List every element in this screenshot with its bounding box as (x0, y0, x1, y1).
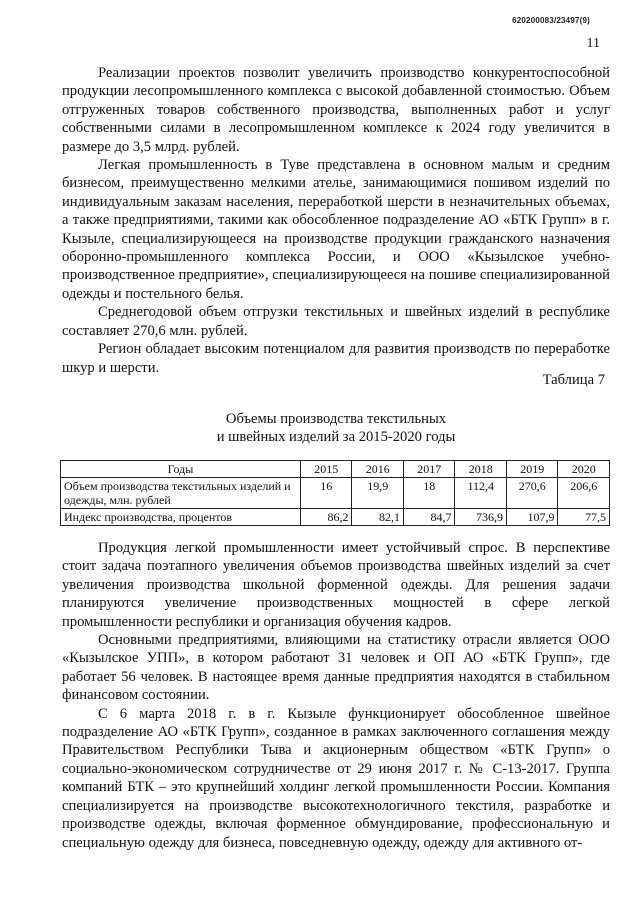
table-cell: 206,6 (558, 478, 610, 509)
table-cell: 19,9 (352, 478, 404, 509)
header-cell-year: 2016 (352, 461, 404, 478)
page-number: 11 (586, 36, 600, 51)
table-title (62, 410, 610, 447)
paragraph: Основными предприятиями, влияющими на статистику отрасли является ООО «Кызылское УПП», в котором работают 31 человек и ОП АО «БТК Групп», где работает 56 человек. В настоящее время данные предприятия находятся в стабильном финансовом состоянии. (62, 632, 610, 704)
header-cell-year: 2017 (403, 461, 455, 478)
header-cell-year: 2018 (455, 461, 507, 478)
table-title-line: и швейных изделий за 2015-2020 годы (216, 429, 456, 446)
table-cell: 270,6 (506, 478, 558, 509)
paragraph: Реализации проектов позволит увеличить производство конкурентоспособной продукции лесопромышленного комплекса с высокой добавленной стоимостью. Объем отгруженных товаров собственного производства, выполненных работ и услуг собственными силами в лесопромышленном комплексе к 2024 году увеличится в размере до 3,5 млрд. рублей. (62, 65, 610, 155)
table-row (61, 478, 610, 509)
text-block-before-table (62, 64, 610, 377)
paragraph: Продукция легкой промышленности имеет устойчивый спрос. В перспективе стоит задача поэтапного увеличения объемов производства швейных изделий за счет увеличения производства школьной форменной одежды. Для решения задачи планируются увеличение производственных мощностей в сфере легкой промышленности республики и организация обучения кадров. (62, 540, 610, 630)
table-cell: 84,7 (403, 509, 455, 526)
paragraph: Среднегодовой объем отгрузки текстильных и швейных изделий в республике составляет 270,6 млн. рублей. (62, 304, 610, 339)
header-cell-year: 2015 (300, 461, 352, 478)
row-label: Индекс производства, процентов (61, 509, 301, 526)
production-table (60, 460, 610, 526)
table-cell: 77,5 (558, 509, 610, 526)
header-cell-year: 2019 (506, 461, 558, 478)
paragraph: Регион обладает высоким потенциалом для развития производств по переработке шкур и шерсти. (62, 341, 610, 376)
paragraph: Легкая промышленность в Туве представлена в основном малым и средним бизнесом, преимущественно мелкими ателье, занимающимися пошивом изделий по индивидуальным заказам населения, переработкой шерсти в незначительных объемах, а также предприятиями, такими как обособленное подразделение АО «БТК Групп» в г. Кызыле, специализирующееся на производстве продукции гражданского назначения оборонно-промышленного комплекса России, и ООО «Кызылское учебно-производственное предприятие», специализирующееся на пошиве специализированной одежды и постельного белья. (62, 157, 610, 302)
table-cell: 86,2 (300, 509, 352, 526)
header-cell-year: 2020 (558, 461, 610, 478)
table-cell: 736,9 (455, 509, 507, 526)
table-cell: 18 (403, 478, 455, 509)
paragraph: С 6 марта 2018 г. в г. Кызыле функционирует обособленное швейное подразделение АО «БТК Групп», созданное в рамках заключенного соглашения между Правительством Республики Тыва и акционерным обществом «БТК Групп» о социально-экономическом сотрудничестве от 29 июня 2017 г. № С-13-2017. Группа компаний БТК – это крупнейший холдинг легкой промышленности России. Компания специализируется на производстве высокотехнологичного текстиля, разработке и производстве одежды, включая форменное обмундирование, профессиональную и специальную одежду для бизнеса, повседневную одежду, одежду для активного от- (62, 705, 610, 851)
table-header-row (61, 461, 610, 478)
document-number: 620200083/23497(9) (512, 16, 590, 25)
table-cell: 112,4 (455, 478, 507, 509)
row-label: Объем производства текстильных изделий и одежды, млн. рублей (61, 478, 301, 509)
table-cell: 82,1 (352, 509, 404, 526)
text-block-after-table (62, 539, 610, 852)
table-row (61, 509, 610, 526)
table-cell: 107,9 (506, 509, 558, 526)
table-label: Таблица 7 (542, 372, 605, 388)
header-cell-years: Годы (61, 461, 301, 478)
table-cell: 16 (300, 478, 352, 509)
table-title-line: Объемы производства текстильных (225, 411, 447, 427)
